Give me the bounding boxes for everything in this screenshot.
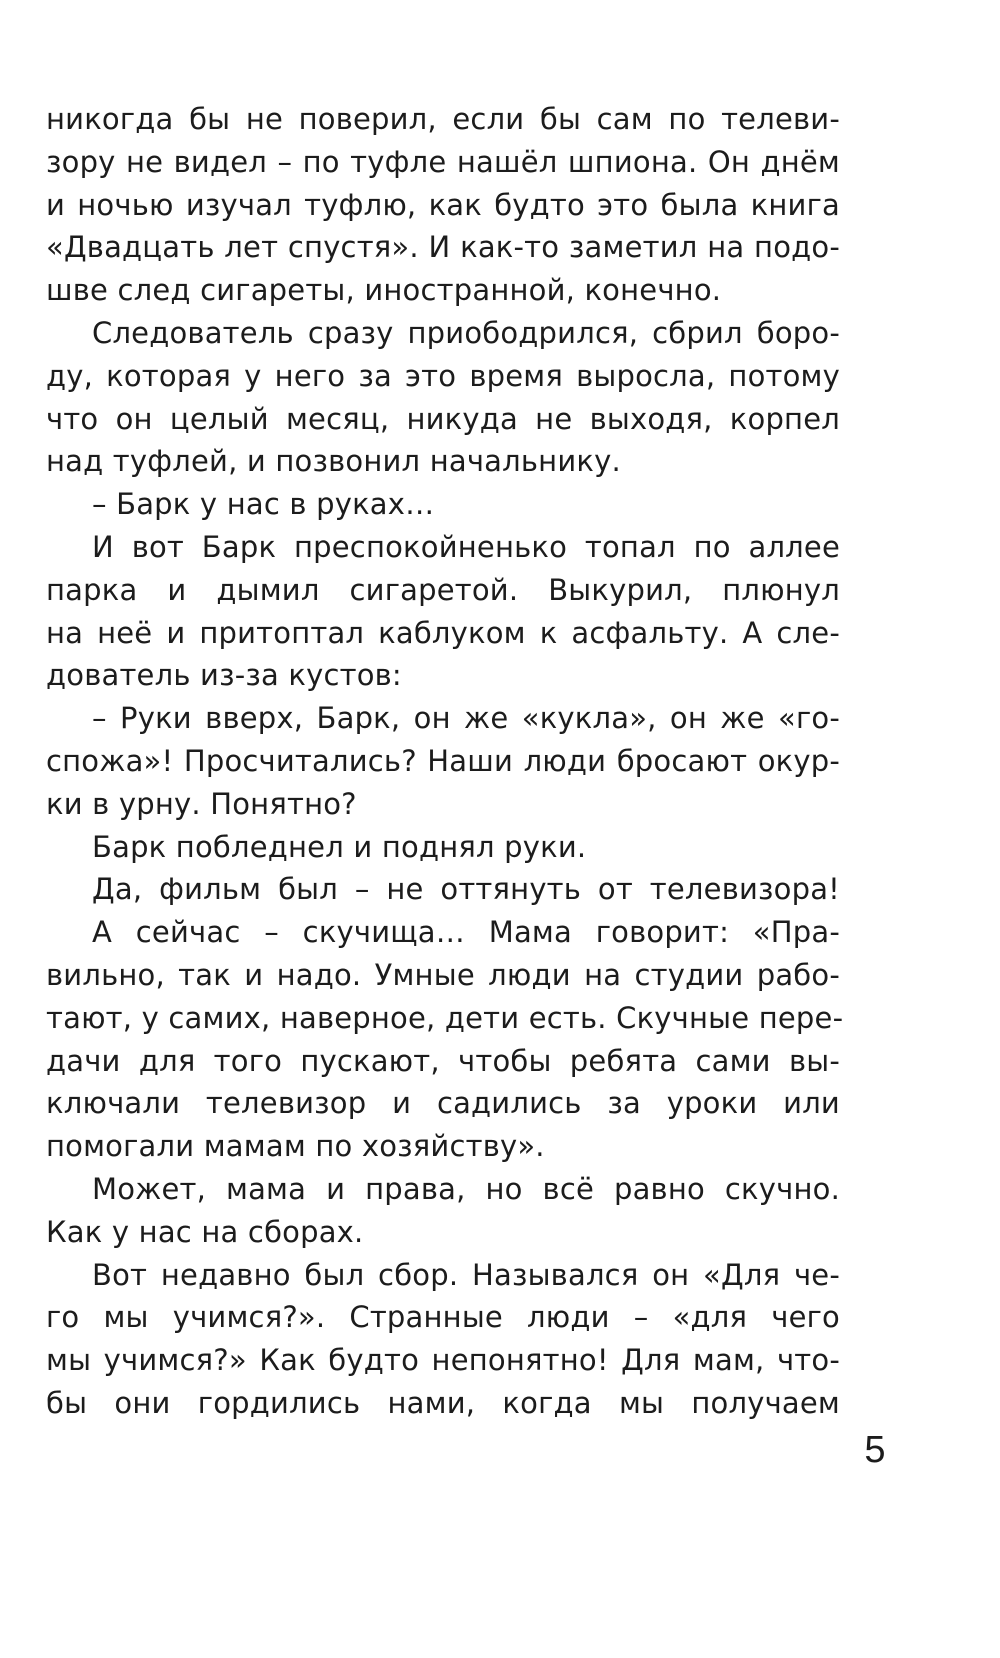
text-line: го мы учимся?». Странные люди – «для чего [46,1300,840,1335]
text-line: И вот Барк преспокойненько топал по аллее [92,529,840,564]
text-line: ки в урну. Понятно? [46,786,357,821]
text-line: ду, которая у него за это время выросла, потому [46,358,840,393]
page-number: 5 [864,1429,886,1471]
text-line: вильно, так и надо. Умные люди на студии рабо- [46,957,840,992]
text-line: Может, мама и права, но всё равно скучно. [92,1171,840,1206]
text-line: – Руки вверх, Барк, он же «кукла», он же «го- [92,701,840,736]
text-line: мы учимся?» Как будто непонятно! Для мам, что- [46,1343,840,1378]
text-line: парка и дымил сигаретой. Выкурил, плюнул [46,572,840,607]
text-line: ключали телевизор и садились за уроки или [46,1086,840,1121]
text-line: – Барк у нас в руках… [92,487,435,522]
text-line: спожа»! Просчитались? Наши люди бросают окур- [46,743,840,778]
text-line: и ночью изучал туфлю, как будто это была книга [46,187,840,222]
text-line: Как у нас на сборах. [46,1214,364,1249]
text-line: на неё и притоптал каблуком к асфальту. А сле- [46,615,840,650]
text-line: никогда бы не поверил, если бы сам по телеви- [46,102,840,136]
text-line: Барк побледнел и поднял руки. [92,829,587,864]
text-line: Следователь сразу приободрился, сбрил боро- [92,315,840,350]
text-line: «Двадцать лет спустя». И как-то заметил на подо- [46,230,840,265]
text-line: дователь из-за кустов: [46,658,402,693]
text-line: шве след сигареты, иностранной, конечно. [46,273,722,308]
text-line: дачи для того пускают, чтобы ребята сами вы- [46,1043,840,1078]
text-line: бы они гордились нами, когда мы получаем [46,1385,840,1420]
text-line: тают, у самих, наверное, дети есть. Скучные пере- [46,1000,844,1035]
body-text [46,98,844,1425]
text-line: помогали мамам по хозяйству». [46,1129,545,1164]
text-line: А сейчас – скучища… Мама говорит: «Пра- [92,915,840,950]
text-line: зору не видел – по туфле нашёл шпиона. Он днём [46,144,840,179]
text-line: Да, фильм был – не оттянуть от телевизора! [92,872,840,907]
text-line: над туфлей, и позвонил начальнику. [46,444,621,479]
text-line: Вот недавно был сбор. Назывался он «Для че- [92,1257,840,1292]
text-line: что он целый месяц, никуда не выходя, корпел [46,401,840,436]
